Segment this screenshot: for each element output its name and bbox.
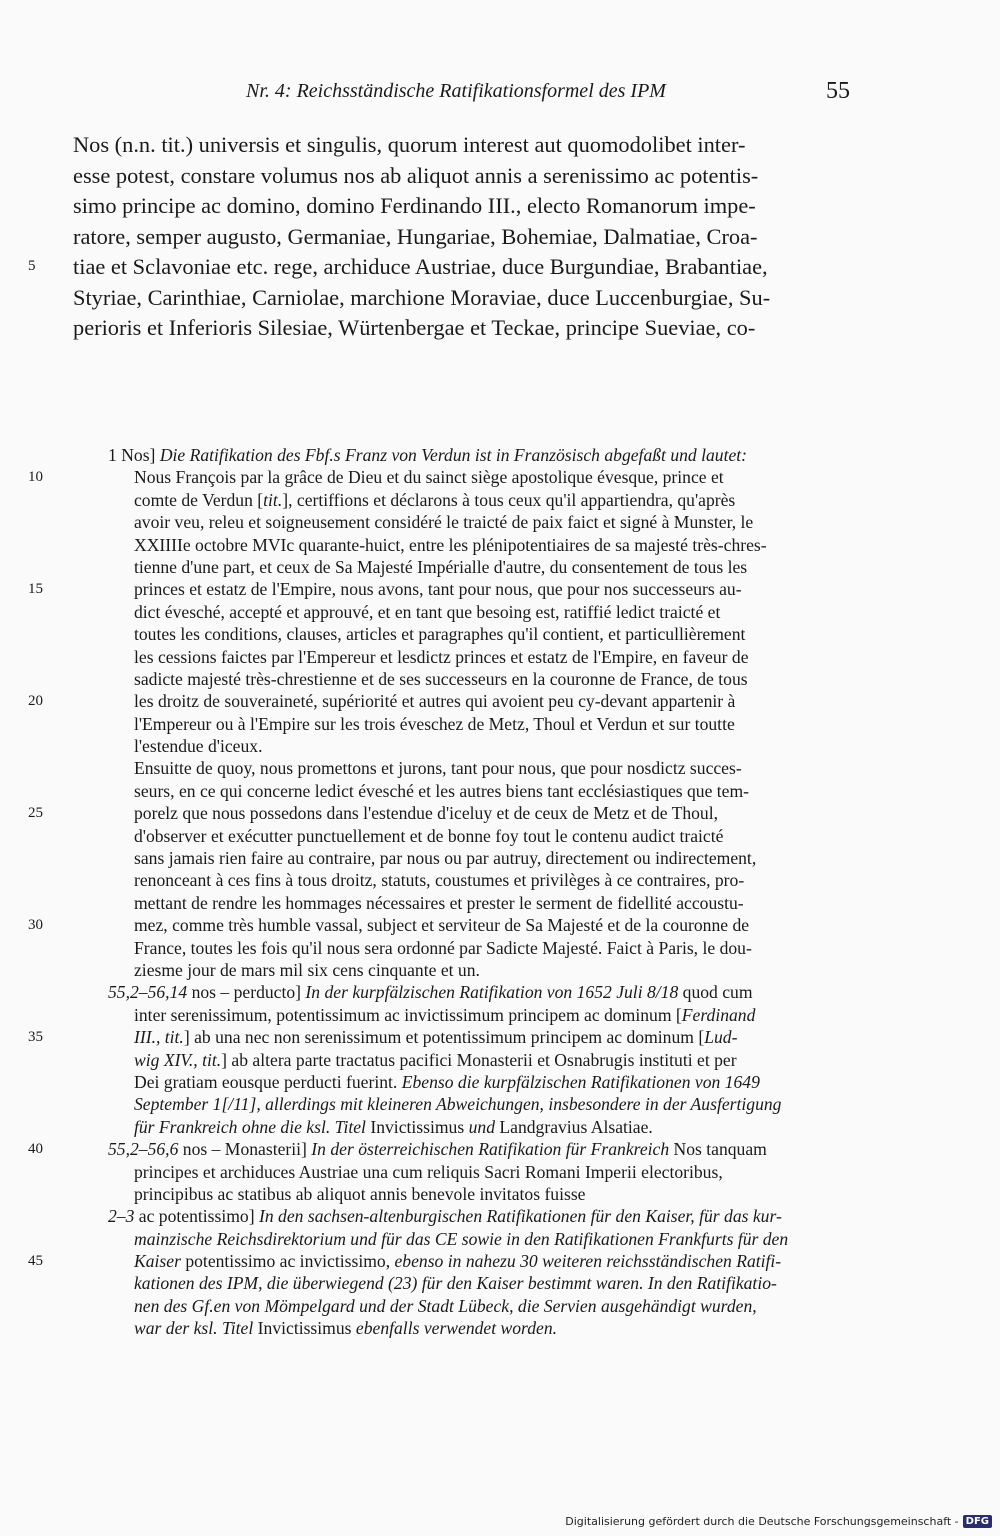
apparatus-line: Kaiser potentissimo ac invictissimo, ebenso in nahezu 30 weiteren reichsständischen Ratifi- (134, 1251, 782, 1272)
apparatus-line: France, toutes les fois qu'il nous sera ordonné par Sadicte Majesté. Faict à Paris, le dou- (134, 937, 752, 958)
apparatus-line: 2–3 ac potentissimo] In den sachsen-altenburgischen Ratifikationen für den Kaiser, für das kur- (108, 1206, 782, 1227)
apparatus-line: mettant de rendre les hommages nécessaires et prester le serment de fidellité accoustu- (134, 892, 744, 913)
main-text-line: Nos (n.n. tit.) universis et singulis, quorum interest aut quomodolibet inter- (73, 132, 746, 157)
apparatus-line: wig XIV., tit.] ab altera parte tractatus pacifici Monasterii et Osnabrugis instituti et per (134, 1049, 737, 1070)
apparatus-line: Ensuitte de quoy, nous promettons et jurons, tant pour nous, que pour nosdictz succes- (134, 758, 742, 779)
apparatus-line: princes et estatz de l'Empire, nous avons, tant pour nous, que pour nos successeurs au- (134, 579, 742, 600)
apparatus-line: porelz que nous possedons dans l'estendue d'iceluy et de ceux de Metz et de Thoul, (134, 803, 719, 824)
apparatus-line: comte de Verdun [tit.], certiffions et déclarons à tous ceux qu'il appartiendra, qu'après (134, 489, 736, 510)
page-number: 55 (826, 78, 850, 104)
apparatus-line: l'estendue d'iceux. (134, 736, 263, 757)
footer-credit (565, 1515, 992, 1528)
apparatus-line: seurs, en ce qui concerne ledict évesché et les autres biens tant ecclésiastiques que tem- (134, 780, 750, 801)
main-text-line: perioris et Inferioris Silesiae, Würtenbergae et Teckae, principe Sueviae, co- (73, 315, 756, 340)
main-text-line: simo principe ac domino, domino Ferdinando III., electo Romanorum impe- (73, 193, 756, 218)
apparatus-line: les cessions faictes par l'Empereur et lesdictz princes et estatz de l'Empire, en faveur de (134, 646, 749, 667)
footer-text: Digitalisierung gefördert durch die Deutsche Forschungsgemeinschaft - (565, 1515, 959, 1528)
apparatus-line: XXIIIIe octobre MVIc quarante-huict, entre les plénipotentiaires de sa majesté très-chres- (134, 534, 767, 555)
line-number: 10 (28, 469, 43, 486)
apparatus-line: war der ksl. Titel Invictissimus ebenfalls verwendet worden. (134, 1318, 558, 1339)
line-number: 45 (28, 1253, 43, 1270)
apparatus-line: avoir veu, releu et soigneusement considéré le traicté de paix faict et signé à Munster, le (134, 512, 754, 533)
apparatus-line: kationen des IPM, die überwiegend (23) für den Kaiser bestimmt waren. In den Ratifikatio- (134, 1273, 777, 1294)
line-number: 30 (28, 917, 43, 934)
apparatus-line: September 1[/11], allerdings mit kleineren Abweichungen, insbesondere in der Ausfertigung (134, 1094, 782, 1115)
apparatus-line: mez, comme très humble vassal, subject et serviteur de Sa Majesté et de la couronne de (134, 915, 750, 936)
apparatus-line: 1 Nos] Die Ratifikation des Fbf.s Franz von Verdun ist in Französisch abgefaßt und lautet: (108, 445, 748, 465)
running-title: Nr. 4: Reichsständische Ratifikationsformel des IPM (246, 80, 666, 102)
apparatus-line: renonceant à ces fins à tous droitz, statuts, coustumes et privilèges à ce contraires, pro- (134, 870, 745, 891)
line-number: 20 (28, 693, 43, 710)
apparatus-line: les droitz de souveraineté, supériorité et autres qui avoient peu cy-devant appartenir à (134, 691, 736, 712)
apparatus-line: nen des Gf.en von Mömpelgard und der Stadt Lübeck, die Servien ausgehändigt wurden, (134, 1295, 757, 1316)
apparatus-line: Dei gratiam eousque perducti fuerint. Ebenso die kurpfälzischen Ratifikationen von 1649 (134, 1071, 760, 1092)
main-text-line: ratore, semper augusto, Germaniae, Hungariae, Bohemiae, Dalmatiae, Croa- (73, 223, 758, 249)
apparatus-line: inter serenissimum, potentissimum ac invictissimum principem ac dominum [Ferdinand (134, 1004, 756, 1025)
running-header (246, 78, 850, 108)
dfg-logo: DFG (963, 1515, 992, 1528)
line-number: 40 (28, 1141, 43, 1158)
apparatus-line: principes et archiduces Austriae una cum reliquis Sacri Romani Imperii electoribus, (134, 1161, 723, 1182)
apparatus-line: ziesme jour de mars mil six cens cinquante et un. (134, 959, 480, 980)
apparatus-line: mainzische Reichsdirektorium und für das CE sowie in den Ratifikationen Frankfurts für den (134, 1228, 789, 1249)
main-text (73, 130, 850, 344)
apparatus-line: tienne d'une part, et ceux de Sa Majesté Impérialle d'autre, du consentement de tous les (134, 556, 748, 577)
main-text-line: esse potest, constare volumus nos ab aliquot annis a serenissimo ac potentis- (73, 162, 759, 188)
apparatus-line: 55,2–56,14 nos – perducto] In der kurpfälzischen Ratifikation von 1652 Juli 8/18 quod cum (108, 982, 753, 1003)
apparatus-line: sadicte majesté très-chrestienne et de ses successeurs en la couronne de France, de tous (134, 668, 748, 689)
apparatus-line: III., tit.] ab una nec non serenissimum et potentissimum principem ac dominum [Lud- (134, 1027, 738, 1048)
apparatus-line: dict évesché, accepté et approuvé, et en tant que besoing est, ratiffié ledict traicté et (134, 601, 721, 622)
apparatus-line: sans jamais rien faire au contraire, par nous ou par autruy, directement ou indirectement, (134, 848, 757, 869)
line-number: 5 (28, 258, 36, 274)
apparatus-line: Nous François par la grâce de Dieu et du sainct siège apostolique évesque, prince et (134, 467, 724, 488)
apparatus-line: 55,2–56,6 nos – Monasterii] In der österreichischen Ratifikation für Frankreich Nos tanquam (108, 1139, 767, 1160)
main-text-line: tiae et Sclavoniae etc. rege, archiduce Austriae, duce Burgundiae, Brabantiae, (73, 254, 768, 279)
apparatus-line: principibus ac statibus ab aliquot annis benevole invitatos fuisse (134, 1183, 586, 1204)
apparatus-line: toutes les conditions, clauses, articles et paragraphes qu'il contient, et particullièrement (134, 624, 746, 645)
apparatus-line: d'observer et exécutter punctuellement et de bonne foy tout le contenu audict traicté (134, 825, 724, 846)
line-number: 15 (28, 581, 43, 598)
critical-apparatus (108, 444, 852, 1340)
apparatus-line: l'Empereur ou à l'Empire sur les trois éveschez de Metz, Thoul et Verdun et sur toutte (134, 713, 735, 734)
main-text-line: Styriae, Carinthiae, Carniolae, marchione Moraviae, duce Luccenburgiae, Su- (73, 284, 771, 310)
line-number: 25 (28, 805, 43, 822)
apparatus-line: für Frankreich ohne die ksl. Titel Invictissimus und Landgravius Alsatiae. (134, 1116, 653, 1137)
line-number: 35 (28, 1029, 43, 1046)
